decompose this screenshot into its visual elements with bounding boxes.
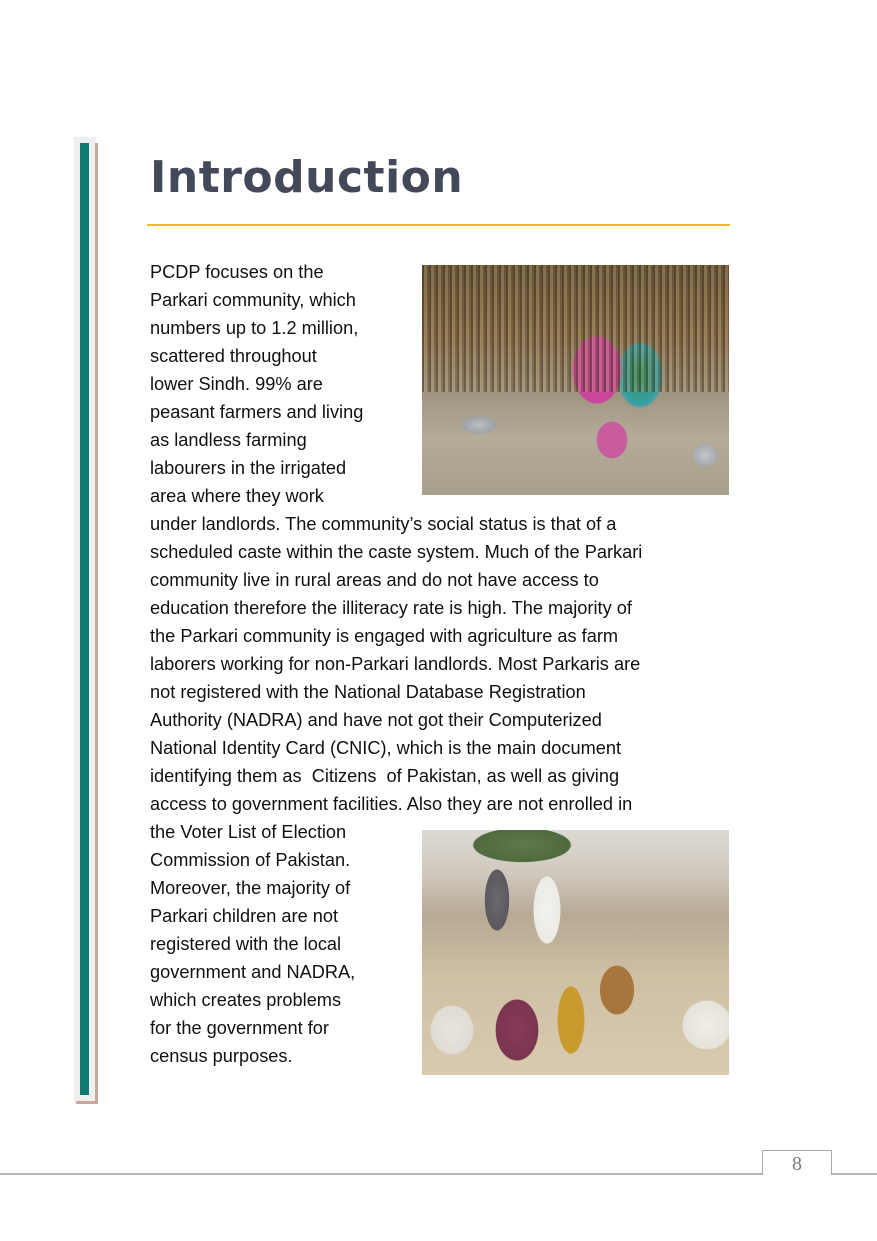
side-bar-teal-stripe — [80, 143, 89, 1095]
text-line: government and NADRA, — [150, 962, 356, 982]
text-line: scheduled caste within the caste system. Much of the Parkari — [150, 542, 643, 562]
photo-women-in-hut — [422, 265, 729, 495]
text-line: numbers up to 1.2 million, — [150, 318, 359, 338]
page-number: 8 — [792, 1153, 802, 1175]
text-line: for the government for — [150, 1018, 329, 1038]
text-line: area where they work — [150, 486, 324, 506]
footer-rule-left — [0, 1173, 763, 1175]
text-line: identifying them as Citizens of Pakistan, as well as giving — [150, 766, 620, 786]
page-number-tab — [762, 1150, 832, 1175]
text-line: scattered throughout — [150, 346, 317, 366]
text-line: the Voter List of Election — [150, 822, 347, 842]
text-line: peasant farmers and living — [150, 402, 364, 422]
page-title: Introduction — [150, 152, 464, 203]
text-line: census purposes. — [150, 1046, 293, 1066]
text-line: Parkari community, which — [150, 290, 356, 310]
text-line: Authority (NADRA) and have not got their Computerized — [150, 710, 602, 730]
text-line: which creates problems — [150, 990, 342, 1010]
text-line: Parkari children are not — [150, 906, 339, 926]
text-line: labourers in the irrigated — [150, 458, 347, 478]
title-underline — [147, 224, 730, 226]
text-line: under landlords. The community’s social status is that of a — [150, 514, 617, 534]
text-line: Commission of Pakistan. — [150, 850, 351, 870]
text-line: laborers working for non-Parkari landlords. Most Parkaris are — [150, 654, 641, 674]
footer-rule-right — [831, 1173, 877, 1175]
text-line: access to government facilities. Also they are not enrolled in — [150, 794, 633, 814]
text-line: as landless farming — [150, 430, 307, 450]
text-line: education therefore the illiteracy rate is high. The majority of — [150, 598, 632, 618]
text-line: National Identity Card (CNIC), which is the main document — [150, 738, 622, 758]
text-line: registered with the local — [150, 934, 342, 954]
text-line: PCDP focuses on the — [150, 262, 324, 282]
text-line: lower Sindh. 99% are — [150, 374, 323, 394]
text-line: not registered with the National Database Registration — [150, 682, 586, 702]
text-line: Moreover, the majority of — [150, 878, 351, 898]
text-line: the Parkari community is engaged with agriculture as farm — [150, 626, 619, 646]
side-bar-tan-bottom — [76, 1101, 98, 1104]
side-bar-tan-edge — [95, 143, 98, 1104]
text-line: community live in rural areas and do not have access to — [150, 570, 599, 590]
decorative-side-bar — [74, 137, 98, 1104]
photo-community-gathering — [422, 830, 729, 1075]
